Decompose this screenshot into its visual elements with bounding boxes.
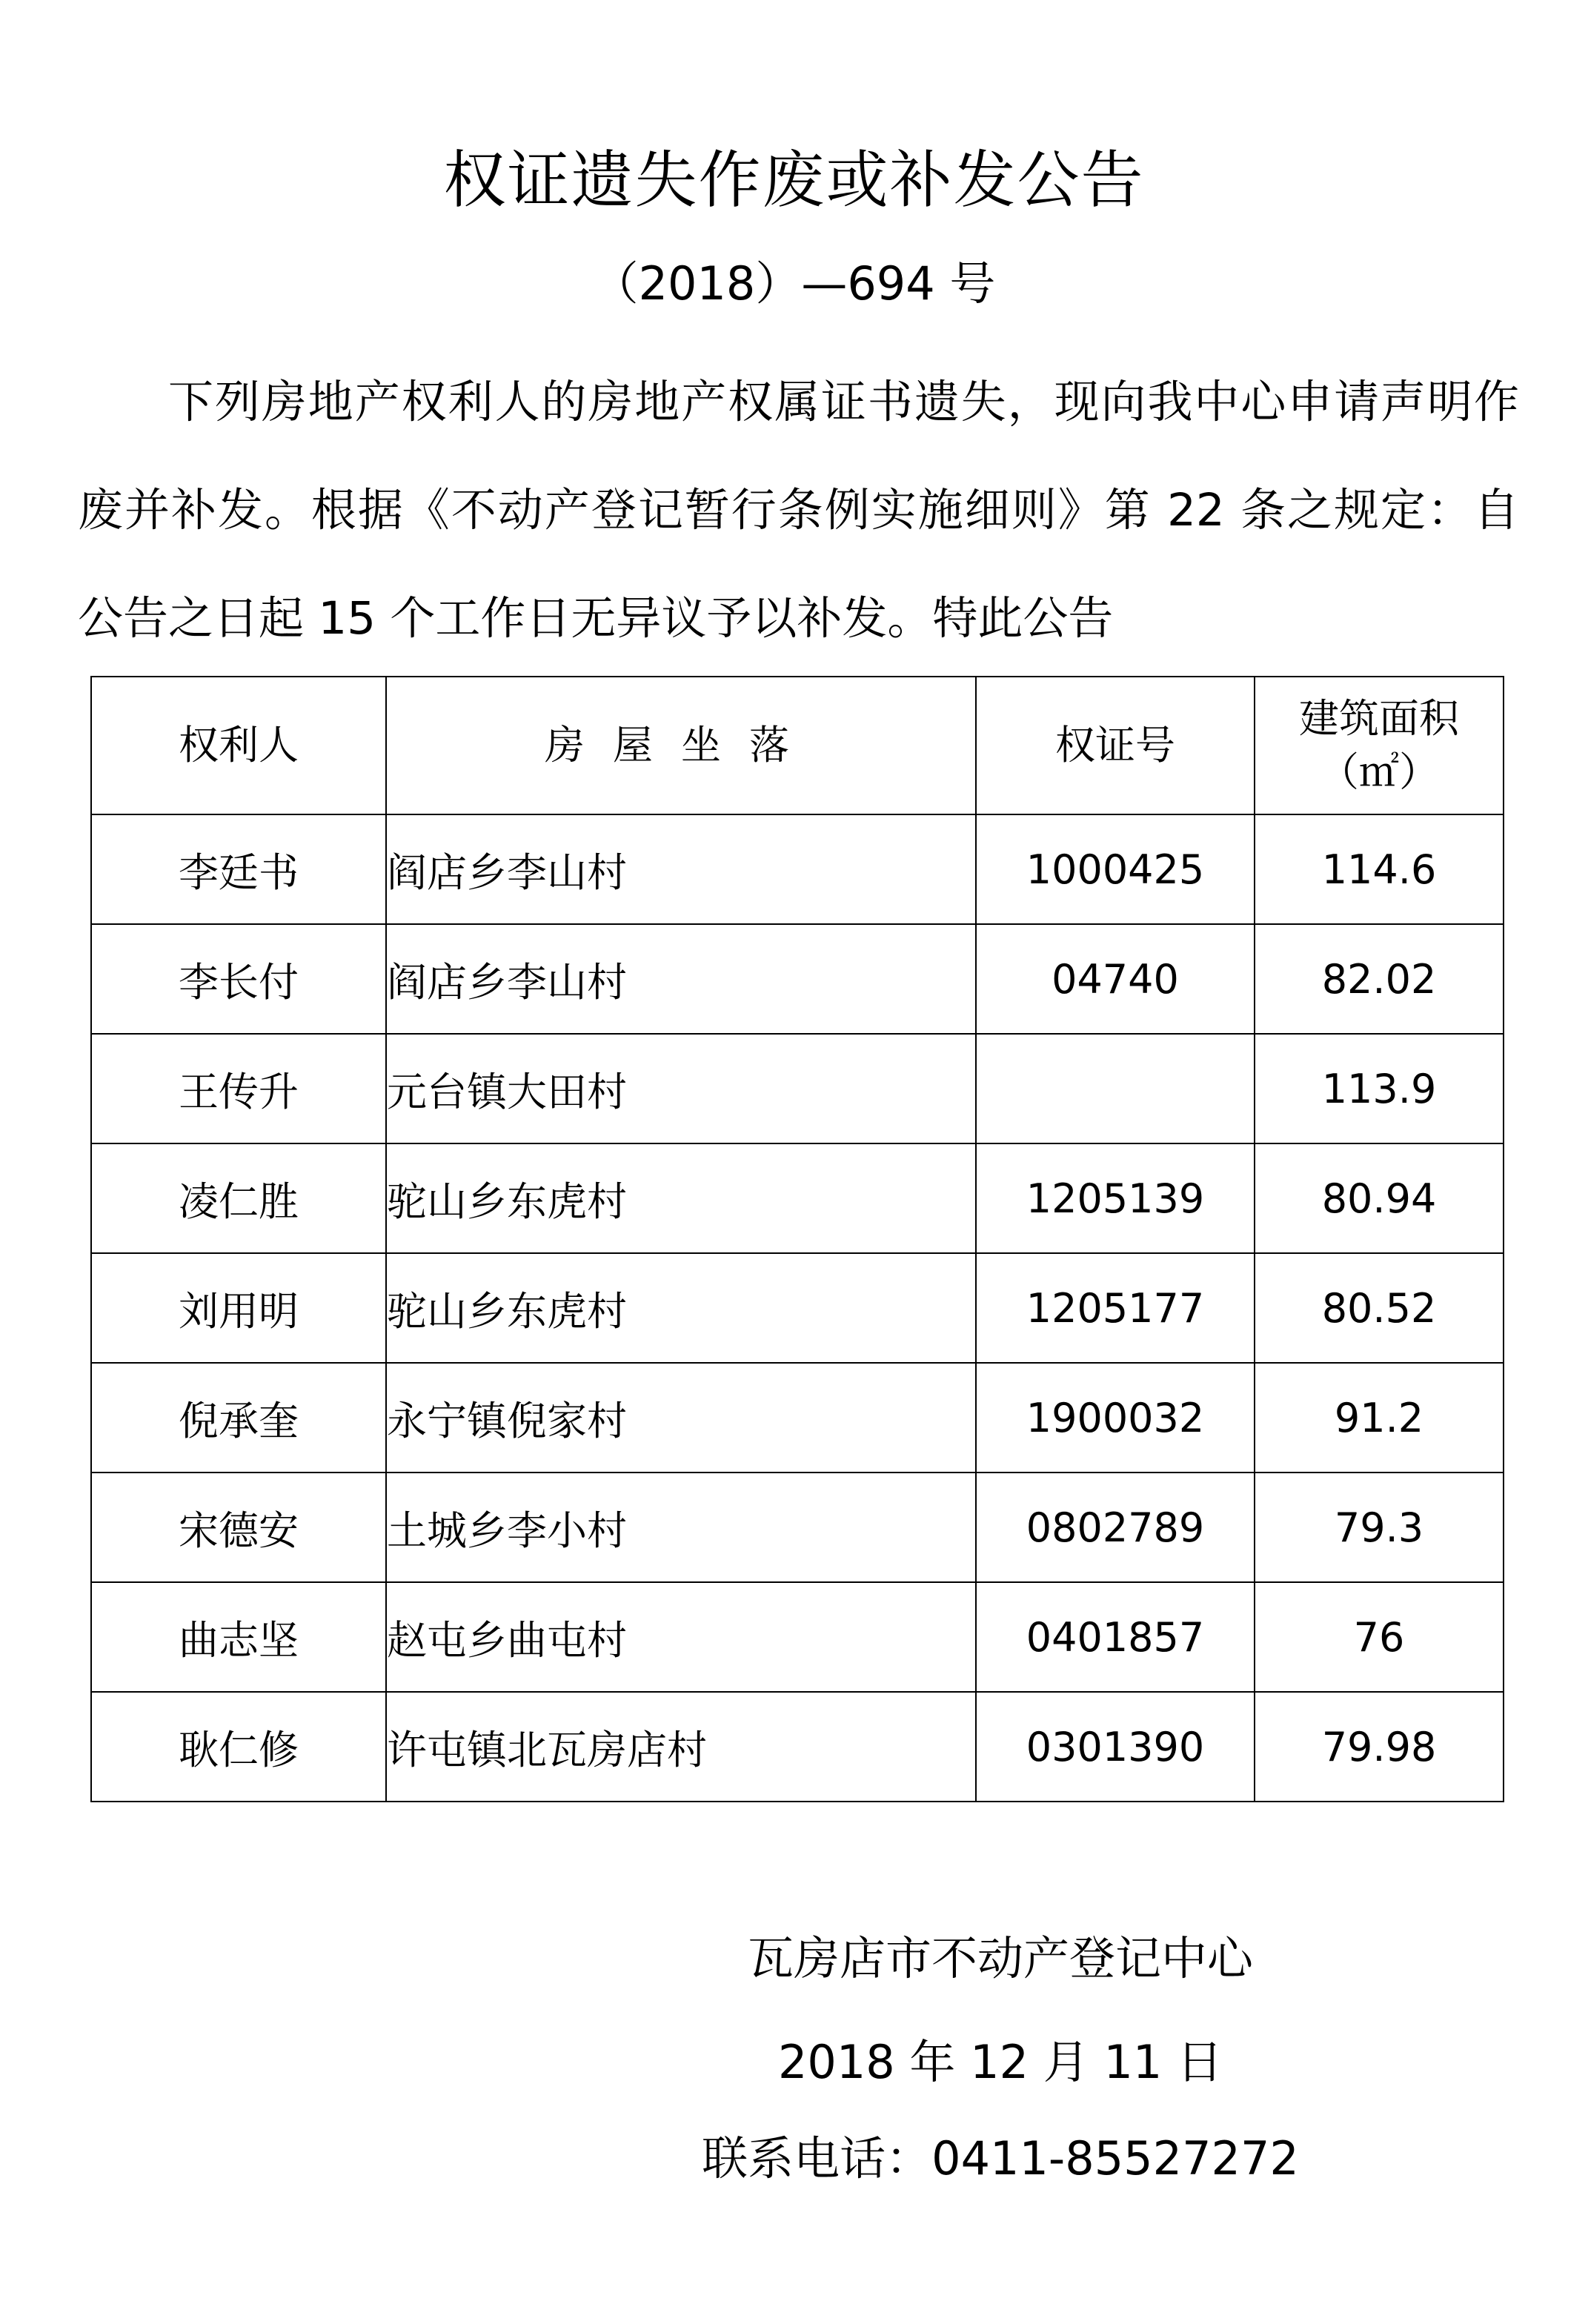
cell-owner: 耿仁修 [91,1692,386,1802]
table-row [91,814,1504,924]
cell-owner: 刘用明 [91,1253,386,1363]
cell-cert-no: 1205177 [976,1253,1255,1363]
table-header-row [91,677,1504,814]
cell-area: 80.94 [1255,1143,1504,1253]
cell-cert-no: 1900032 [976,1363,1255,1473]
notice-body: 下列房地产权利人的房地产权属证书遗失，现向我中心申请声明作废并补发。根据《不动产登记暂行条例实施细则》第 22 条之规定：自公告之日起 15 个工作日无异议予以补发。特此公告 [78,376,1519,645]
table-row [91,1473,1504,1582]
cell-location: 赵屯乡曲屯村 [386,1582,976,1692]
cell-cert-no: 0401857 [976,1582,1255,1692]
table-row [91,1253,1504,1363]
cell-area: 79.3 [1255,1473,1504,1582]
header-area-label: 建筑面积 [1299,695,1459,742]
cell-cert-no: 04740 [976,924,1255,1034]
page-title: 权证遗失作废或补发公告 [443,144,1145,216]
cell-area: 80.52 [1255,1253,1504,1363]
cell-cert-no: 1000425 [976,814,1255,924]
cell-area: 76 [1255,1582,1504,1692]
document-number: （2018）—694 号 [592,256,996,311]
header-area-unit: （㎡） [1319,748,1439,795]
cell-location: 驼山乡东虎村 [386,1253,976,1363]
cell-location: 土城乡李小村 [386,1473,976,1582]
records-table [90,676,1504,1802]
cell-location: 驼山乡东虎村 [386,1143,976,1253]
cell-location: 许屯镇北瓦房店村 [386,1692,976,1802]
header-owner: 权利人 [91,677,386,814]
cell-cert-no: 0301390 [976,1692,1255,1802]
cell-owner: 王传升 [91,1034,386,1143]
cell-owner: 宋德安 [91,1473,386,1582]
cell-area: 82.02 [1255,924,1504,1034]
cell-owner: 曲志坚 [91,1582,386,1692]
cell-cert-no [976,1034,1255,1143]
table-row [91,1034,1504,1143]
header-area [1255,677,1504,814]
table-row [91,1143,1504,1253]
cell-owner: 倪承奎 [91,1363,386,1473]
issuing-organization: 瓦房店市不动产登记中心 [747,1931,1253,1985]
cell-owner: 凌仁胜 [91,1143,386,1253]
contact-phone: 联系电话：0411-85527272 [702,2131,1299,2185]
issue-date: 2018 年 12 月 11 日 [777,2035,1223,2089]
cell-owner: 李廷书 [91,814,386,924]
table-row [91,924,1504,1034]
cell-cert-no: 0802789 [976,1473,1255,1582]
table-row [91,1363,1504,1473]
header-cert-no: 权证号 [976,677,1255,814]
cell-area: 113.9 [1255,1034,1504,1143]
cell-area: 114.6 [1255,814,1504,924]
table-row [91,1692,1504,1802]
cell-location: 阎店乡李山村 [386,814,976,924]
cell-area: 79.98 [1255,1692,1504,1802]
cell-area: 91.2 [1255,1363,1504,1473]
cell-location: 元台镇大田村 [386,1034,976,1143]
header-location: 房屋坐落 [386,677,976,814]
cell-location: 永宁镇倪家村 [386,1363,976,1473]
cell-owner: 李长付 [91,924,386,1034]
table-row [91,1582,1504,1692]
cell-location: 阎店乡李山村 [386,924,976,1034]
cell-cert-no: 1205139 [976,1143,1255,1253]
